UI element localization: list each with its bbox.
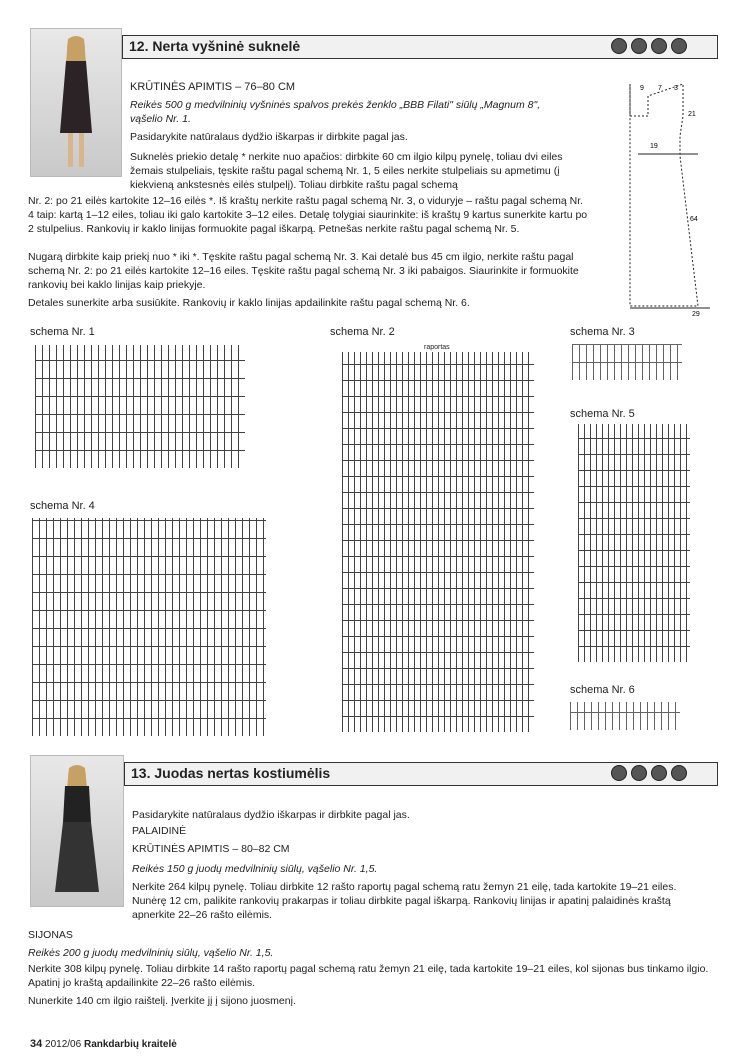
sewing-pattern-diagram [608,76,718,320]
palaidine-heading: PALAIDINĖ [132,825,187,837]
dim-21: 21 [688,111,696,118]
dim-3: 3 [674,85,678,92]
schema4-label: schema Nr. 4 [30,500,95,512]
section12-p4: Detales sunerkite arba susiūkite. Rankovių ir kaklo linijas apdailinkite raštu pagal schemą Nr. 6. [28,297,470,309]
section13-materials2: Reikės 200 g juodų medvilninių siūlų, vąšelio Nr. 1,5. [28,947,274,959]
dim-29: 29 [692,311,700,318]
crochet-chart-2 [342,352,534,732]
magazine-name: Rankdarbių kraitelė [83,1039,177,1050]
crochet-chart-4 [32,518,266,736]
section12-title-bar [122,35,718,59]
raportas-label: raportas [424,344,450,351]
section12-title: 12. Nerta vyšninė suknelė [129,38,301,54]
schema5-label: schema Nr. 5 [570,408,635,420]
section13-title-bar [124,762,718,786]
section13-materials: Reikės 150 g juodų medvilninių siūlų, vąšelio Nr. 1,5. [132,863,378,875]
difficulty-icons-2 [611,765,687,781]
section13-p3: Nerkite 308 kilpų pynelę. Toliau dirbkite 14 rašto raportų pagal schemą ratu žemyn 21 eilę, tada kartokite 19–21 eiles, kol sijonas bus tinkamo ilgio. Apatinį jo kraštą apdailinkite 22–26 rašto eilėmis. [28,963,709,989]
dim-7: 7 [658,85,662,92]
section13-chest: KRŪTINĖS APIMTIS – 80–82 CM [132,843,290,855]
schema2-label: schema Nr. 2 [330,326,395,338]
crochet-chart-1 [35,345,245,468]
page-footer [30,1038,177,1050]
dim-19: 19 [650,143,658,150]
section13-p4: Nunerkite 140 cm ilgio raištelį. Įverkite jį į sijono juosmenį. [28,995,296,1007]
dim-64: 64 [690,216,698,223]
section12-materials: Reikės 500 g medvilninių vyšninės spalvos prekės ženklo „BBB Filati" siūlų „Magnum 8", vąšelio Nr. 1. [130,99,541,125]
suit-photo [30,755,124,907]
crochet-chart-3 [572,344,682,380]
dress-photo [30,28,122,177]
model-figure [46,33,106,173]
section13-p1: Pasidarykite natūralaus dydžio iškarpas ir dirbkite pagal jas. [132,809,410,821]
schema6-label: schema Nr. 6 [570,684,635,696]
schema3-label: schema Nr. 3 [570,326,635,338]
model-figure-2 [47,762,107,902]
sijonas-heading: SIJONAS [28,929,73,941]
dim-9: 9 [640,85,644,92]
page-number: 34 [30,1038,43,1050]
crochet-chart-6 [570,702,680,730]
section12-p3: Nugarą dirbkite kaip priekį nuo * iki *. Tęskite raštu pagal schemą Nr. 3. Kai detalė bus 45 cm ilgio, nerkite raštu pagal schemą Nr. 2: po 21 eilės kartokite 12–16 eiles. Tęskite raštu pagal schemą Nr. 3 iki pabaigos. Siaurinkite ir formuokite rankovių bei kaklo linijas kaip priekyje. [28,251,579,291]
issue: 2012/06 [45,1039,82,1050]
crochet-chart-5 [578,424,690,662]
section12-p2a: Suknelės priekio detalę * nerkite nuo apačios: dirbkite 60 cm ilgio kilpų pynelę, toliau dvi eiles žemais stulpeliais, tęskite raštu pagal schemą Nr. 1, 5 eiles nerkite stulpeliais su apmetimu (į kiekvieną ankstesnės eilės stulpelį). Toliau dirbkite raštu pagal schemą [130,151,563,191]
section12-p1: Pasidarykite natūralaus dydžio iškarpas ir dirbkite pagal jas. [130,131,408,143]
difficulty-icons [611,38,687,54]
section13-title: 13. Juodas nertas kostiumėlis [131,765,331,781]
section13-p2: Nerkite 264 kilpų pynelę. Toliau dirbkite 12 rašto raportų pagal schemą ratu žemyn 21 eilę, tada kartokite 19–21 eiles. Nunėrę 12 cm, palikite rankovių prakarpas ir toliau dirbkite pagal iškarpą. Rankovių linijas ir apatinį palaidinės kraštą apnerkite 22–26 rašto eilėmis. [132,881,677,921]
schema1-label: schema Nr. 1 [30,326,95,338]
section12-chest: KRŪTINĖS APIMTIS – 76–80 CM [130,81,296,93]
section12-p2b: Nr. 2: po 21 eilės kartokite 12–16 eilės *. Iš kraštų nerkite raštu pagal schemą Nr. 3, o viduryje – raštu pagal schemą Nr. 4 taip: kartą 1–12 eiles, toliau iki galo kartokite 3–12 eiles. Detalę tolygiai siaurinkite: iš kraštų 9 kartus sunerkite kartu po 2 stulpelius. Rankovių ir kaklo linijas formuokite pagal iškarpą. Petnešas nerkite raštu pagal schemą Nr. 5. [28,195,588,235]
